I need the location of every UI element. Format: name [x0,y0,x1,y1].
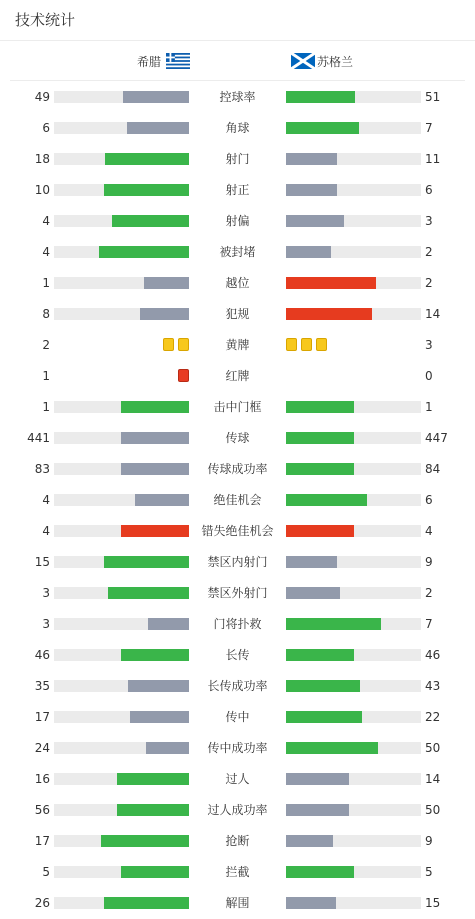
stat-label: 犯规 [225,307,250,321]
away-value: 2 [425,245,433,259]
away-bar-track [286,618,421,630]
home-value: 8 [42,307,50,321]
away-bar-fill [286,463,354,475]
away-bar-fill [286,277,376,289]
stat-label: 抢断 [225,834,250,848]
home-bar-track [54,680,189,692]
stat-label: 禁区内射门 [207,555,268,569]
scotland-flag-icon [291,53,315,69]
home-bar-track [54,246,189,258]
yellow-card-icon [178,338,189,351]
away-bar-fill [286,215,344,227]
away-bar-track [286,463,421,475]
home-value: 3 [42,586,50,600]
away-bar-track [286,587,421,599]
away-value: 2 [425,276,433,290]
home-value: 4 [42,214,50,228]
home-bar-fill [146,742,189,754]
stat-label: 被封堵 [219,245,256,259]
stat-label: 击中门框 [213,400,262,414]
home-value: 17 [34,834,50,848]
away-bar-track [286,494,421,506]
away-bar-track [286,401,421,413]
away-bar-track [286,866,421,878]
stat-label: 长传 [225,648,250,662]
stat-label: 红牌 [225,369,250,383]
home-bar-track [54,866,189,878]
home-bar-track [54,618,189,630]
stat-label: 黄牌 [225,338,250,352]
stat-label: 过人成功率 [207,803,268,817]
stat-row [0,205,475,236]
away-bar-fill [286,773,349,785]
stat-row [0,391,475,422]
away-value: 5 [425,865,433,879]
stat-row [0,298,475,329]
yellow-card-icon [301,338,312,351]
away-bar-track [286,711,421,723]
away-value: 6 [425,183,433,197]
away-value: 7 [425,617,433,631]
home-bar-fill [148,618,189,630]
away-bar-track [286,153,421,165]
away-value: 22 [425,710,441,724]
stat-label: 角球 [225,121,250,135]
stat-row [0,577,475,608]
home-bar-fill [117,804,189,816]
away-value: 2 [425,586,433,600]
away-bar-fill [286,184,337,196]
home-value: 10 [34,183,50,197]
stat-row [0,887,475,918]
home-value: 49 [34,90,50,104]
away-bar-fill [286,897,336,909]
away-value: 3 [425,214,433,228]
home-value: 5 [42,865,50,879]
red-card-icon [178,369,189,382]
stat-row [0,112,475,143]
stat-label: 传球成功率 [207,462,268,476]
away-bar-track [286,525,421,537]
home-bar-track [54,494,189,506]
stat-row [0,515,475,546]
home-bar-track [54,835,189,847]
home-team [137,52,190,70]
home-value: 4 [42,493,50,507]
away-bar-track [286,897,421,909]
home-bar-track [54,556,189,568]
away-bar-track [286,277,421,289]
stat-row [0,763,475,794]
away-bar-fill [286,618,381,630]
away-team-name: 苏格兰 [317,54,354,69]
away-value: 43 [425,679,441,693]
stat-label: 传球 [225,431,250,445]
away-bar-track [286,184,421,196]
home-bar-track [54,184,189,196]
home-bar-fill [104,184,189,196]
stat-row [0,267,475,298]
home-bar-fill [117,773,189,785]
home-value: 441 [27,431,50,445]
away-value: 447 [425,431,448,445]
away-bar-fill [286,804,349,816]
away-value: 50 [425,741,441,755]
home-bar-fill [140,308,189,320]
away-bar-track [286,308,421,320]
home-value: 17 [34,710,50,724]
home-value: 24 [34,741,50,755]
home-bar-track [54,587,189,599]
stat-row [0,670,475,701]
away-bar-fill [286,308,372,320]
stat-row [0,825,475,856]
home-bar-fill [128,680,189,692]
home-value: 15 [34,555,50,569]
stat-row [0,608,475,639]
home-bar-track [54,277,189,289]
away-value: 11 [425,152,441,166]
away-value: 14 [425,307,441,321]
home-value: 83 [34,462,50,476]
home-bar-track [54,215,189,227]
home-value: 46 [34,648,50,662]
away-bar-fill [286,122,359,134]
home-bar-fill [104,556,189,568]
away-value: 4 [425,524,433,538]
stat-row [0,422,475,453]
home-bar-fill [101,835,189,847]
stat-label: 越位 [225,276,250,290]
away-bar-track [286,556,421,568]
home-value: 1 [42,369,50,383]
stat-label: 射正 [225,183,250,197]
yellow-card-icon [286,338,297,351]
away-bar-fill [286,91,355,103]
away-value: 3 [425,338,433,352]
stat-row [0,360,475,391]
home-bar-fill [130,711,189,723]
yellow-card-icon [163,338,174,351]
away-bar-fill [286,835,333,847]
home-bar-track [54,649,189,661]
away-bar-fill [286,401,354,413]
home-cards [178,369,189,382]
away-value: 6 [425,493,433,507]
away-value: 7 [425,121,433,135]
stat-label: 控球率 [219,90,256,104]
greece-flag-icon [166,53,190,69]
stat-row [0,81,475,112]
away-value: 1 [425,400,433,414]
home-value: 16 [34,772,50,786]
stat-label: 禁区外射门 [207,586,268,600]
away-team [291,52,353,70]
stat-label: 长传成功率 [207,679,268,693]
stat-label: 射偏 [225,214,250,228]
stat-row [0,794,475,825]
home-bar-track [54,153,189,165]
stat-label: 传中 [225,710,250,724]
away-bar-fill [286,525,354,537]
stat-row [0,701,475,732]
home-value: 1 [42,400,50,414]
away-bar-track [286,680,421,692]
away-bar-fill [286,866,354,878]
home-bar-fill [135,494,189,506]
stat-row [0,484,475,515]
away-bar-track [286,246,421,258]
away-bar-fill [286,649,354,661]
home-value: 18 [34,152,50,166]
away-cards [286,338,327,351]
away-value: 51 [425,90,441,104]
away-bar-track [286,122,421,134]
home-bar-track [54,91,189,103]
home-bar-fill [105,153,189,165]
stat-label: 解围 [225,896,250,910]
stat-label: 射门 [225,152,250,166]
home-bar-track [54,308,189,320]
stat-row [0,732,475,763]
away-value: 46 [425,648,441,662]
away-bar-track [286,804,421,816]
home-bar-track [54,525,189,537]
stat-label: 过人 [225,772,250,786]
home-bar-track [54,897,189,909]
home-value: 56 [34,803,50,817]
stat-label: 绝佳机会 [213,493,262,507]
home-bar-track [54,463,189,475]
yellow-card-icon [316,338,327,351]
home-bar-track [54,773,189,785]
home-bar-fill [121,649,189,661]
home-bar-fill [121,432,189,444]
away-bar-track [286,215,421,227]
home-bar-fill [108,587,189,599]
home-value: 3 [42,617,50,631]
stat-row [0,174,475,205]
away-bar-track [286,91,421,103]
stat-row [0,453,475,484]
home-value: 6 [42,121,50,135]
away-bar-track [286,432,421,444]
stat-row [0,546,475,577]
away-bar-fill [286,153,337,165]
stat-row [0,639,475,670]
away-bar-track [286,835,421,847]
home-bar-track [54,742,189,754]
away-value: 50 [425,803,441,817]
away-value: 15 [425,896,441,910]
home-bar-fill [121,463,189,475]
away-bar-fill [286,587,340,599]
home-bar-fill [112,215,189,227]
away-value: 14 [425,772,441,786]
away-bar-fill [286,494,367,506]
away-bar-fill [286,711,362,723]
home-bar-track [54,804,189,816]
home-bar-fill [121,525,189,537]
home-bar-fill [104,897,189,909]
home-value: 1 [42,276,50,290]
away-bar-fill [286,246,331,258]
stat-label: 门将扑救 [213,617,262,631]
home-bar-fill [121,866,189,878]
home-bar-fill [121,401,189,413]
home-bar-track [54,122,189,134]
home-value: 35 [34,679,50,693]
home-value: 26 [34,896,50,910]
home-bar-fill [144,277,189,289]
home-bar-fill [99,246,189,258]
stat-row [0,856,475,887]
away-bar-track [286,742,421,754]
home-bar-track [54,401,189,413]
stats-list [0,81,475,918]
away-bar-fill [286,742,378,754]
home-cards [163,338,189,351]
home-value: 2 [42,338,50,352]
away-bar-fill [286,432,354,444]
stat-label: 拦截 [225,865,250,879]
stat-row [0,143,475,174]
stat-label: 传中成功率 [207,741,268,755]
home-team-name: 希腊 [136,54,161,69]
page-title: 技术统计 [15,11,76,29]
stat-row [0,329,475,360]
stat-row [0,236,475,267]
home-bar-track [54,432,189,444]
home-value: 4 [42,245,50,259]
away-bar-fill [286,556,337,568]
header-divider [0,40,475,41]
away-bar-fill [286,680,360,692]
away-bar-track [286,773,421,785]
home-bar-fill [123,91,189,103]
away-value: 9 [425,834,433,848]
home-bar-track [54,711,189,723]
home-bar-fill [127,122,189,134]
away-bar-track [286,649,421,661]
away-value: 0 [425,369,433,383]
away-value: 9 [425,555,433,569]
stat-label: 错失绝佳机会 [201,524,274,538]
away-value: 84 [425,462,441,476]
home-value: 4 [42,524,50,538]
